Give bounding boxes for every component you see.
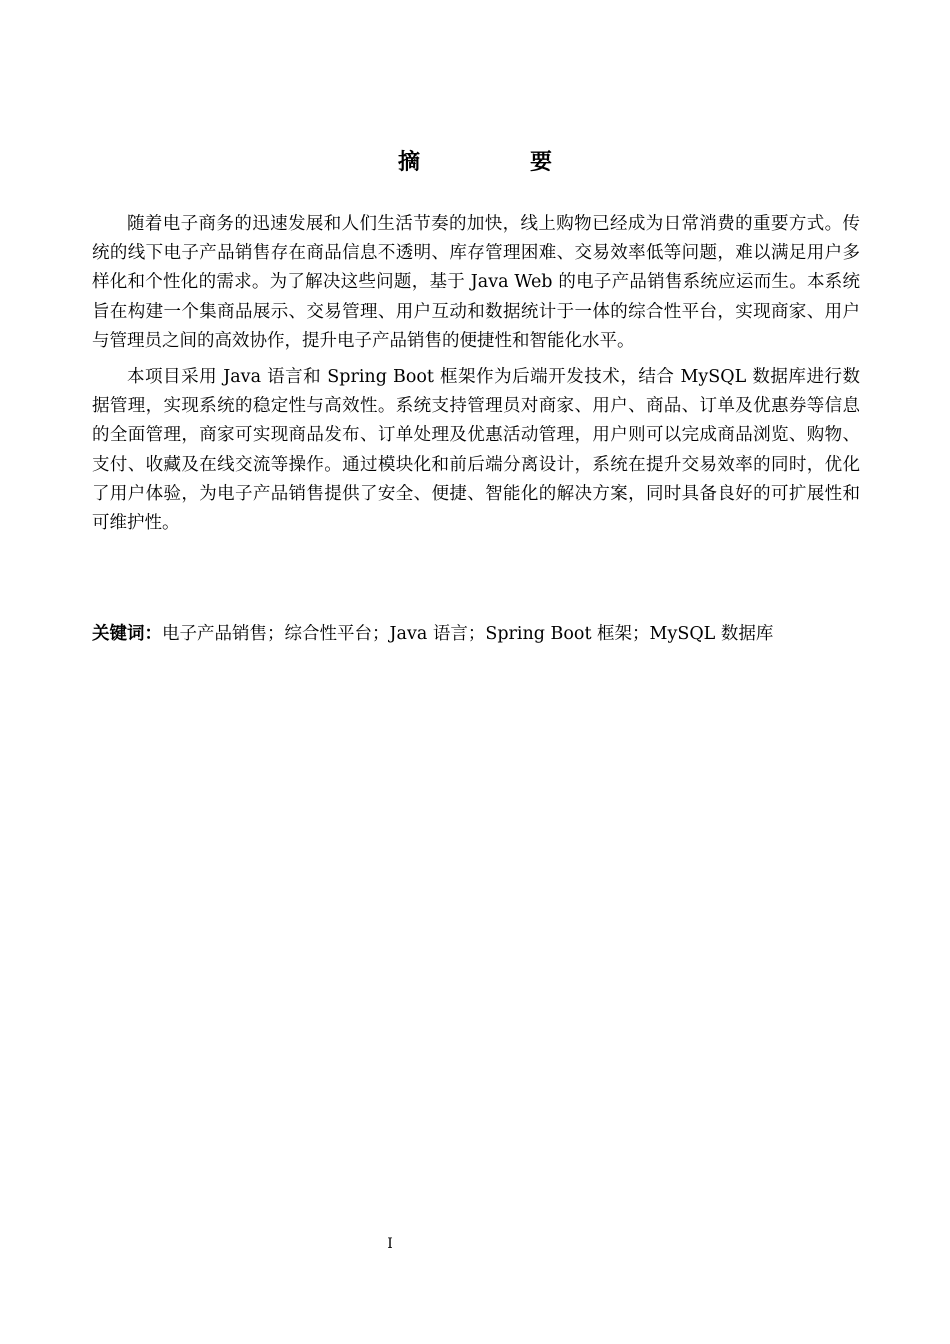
abstract-body (92, 210, 860, 538)
page-number: I (387, 1236, 393, 1252)
abstract-title: 摘 要 (397, 150, 596, 175)
abstract-paragraph-1: 随着电子商务的迅速发展和人们生活节奏的加快，线上购物已经成为日常消费的重要方式。传统的线下电子产品销售存在商品信息不透明、库存管理困难、交易效率低等问题，难以满足用户多样化和个性化的需求。为了解决这些问题，基于 Java Web 的电子产品销售系统应运而生。本系统旨在构建一个集商品展示、交易管理、用户互动和数据统计于一体的综合性平台，实现商家、用户与管理员之间的高效协作，提升电子产品销售的便捷性和智能化水平。 (92, 214, 860, 351)
keywords-label: 关键词： (92, 624, 162, 644)
abstract-paragraph-2: 本项目采用 Java 语言和 Spring Boot 框架作为后端开发技术，结合 MySQL 数据库进行数据管理，实现系统的稳定性与高效性。系统支持管理员对商家、用户、商品、订单及优惠券等信息的全面管理，商家可实现商品发布、订单处理及优惠活动管理，用户则可以完成商品浏览、购物、支付、收藏及在线交流等操作。通过模块化和前后端分离设计，系统在提升交易效率的同时，优化了用户体验，为电子产品销售提供了安全、便捷、智能化的解决方案，同时具备良好的可扩展性和可维护性。 (92, 367, 860, 534)
keywords-line (92, 620, 860, 649)
keywords-text: 电子产品销售；综合性平台；Java 语言；Spring Boot 框架；MySQL 数据库 (162, 624, 774, 644)
